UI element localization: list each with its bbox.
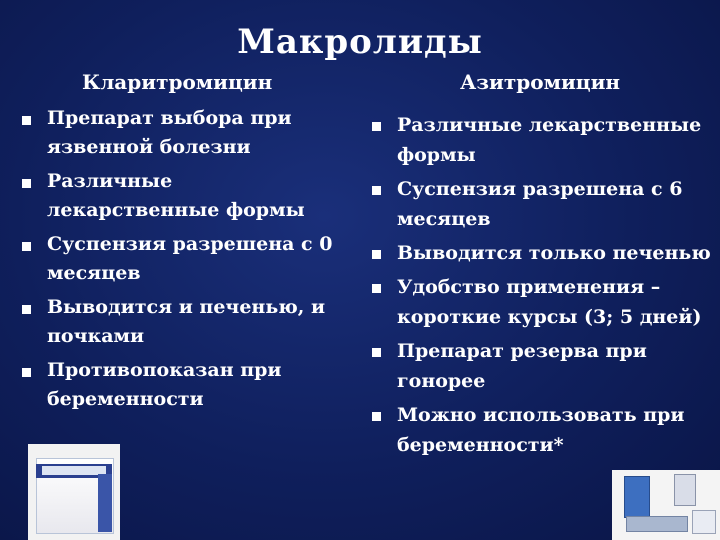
list-item [20, 104, 350, 162]
azithromycin-list [370, 110, 715, 464]
list-item [20, 293, 350, 351]
list-item-text: Противопоказан при беременности [47, 359, 282, 410]
list-item [20, 230, 350, 288]
slide-title: Макролиды [237, 22, 483, 62]
list-item-text: Препарат выбора при язвенной болезни [47, 107, 292, 158]
square-bullet-icon [372, 412, 381, 421]
square-bullet-icon [372, 348, 381, 357]
list-item-text: Выводится и печенью, и почками [47, 296, 326, 347]
package-label [42, 466, 106, 475]
clarithromycin-heading: Кларитромицин [82, 70, 273, 94]
list-item [370, 238, 715, 268]
list-item-text: Различные лекарственные формы [397, 114, 702, 166]
square-bullet-icon [22, 242, 31, 251]
package-box [692, 510, 716, 534]
list-item [20, 356, 350, 414]
list-item [370, 400, 715, 460]
list-item [370, 336, 715, 396]
list-item [370, 110, 715, 170]
square-bullet-icon [22, 116, 31, 125]
list-item [20, 167, 350, 225]
azithromycin-packages-image [612, 470, 720, 540]
list-item-text: Можно использовать при беременности* [397, 404, 685, 456]
list-item [370, 174, 715, 234]
clarithromycin-list [20, 104, 350, 419]
list-item-text: Различные лекарственные формы [47, 170, 305, 221]
package-bottle [674, 474, 696, 506]
package-box [624, 476, 650, 518]
package-side [98, 474, 112, 532]
package-blister [626, 516, 688, 532]
square-bullet-icon [22, 305, 31, 314]
list-item-text: Выводится только печенью [397, 242, 711, 264]
azithromycin-heading: Азитромицин [460, 70, 621, 94]
square-bullet-icon [372, 186, 381, 195]
list-item-text: Суспензия разрешена с 0 месяцев [47, 233, 333, 284]
square-bullet-icon [372, 250, 381, 259]
list-item-text: Суспензия разрешена с 6 месяцев [397, 178, 683, 230]
square-bullet-icon [372, 122, 381, 131]
clarithromycin-package-image [28, 444, 120, 540]
list-item-text: Препарат резерва при гонорее [397, 340, 647, 392]
list-item [370, 272, 715, 332]
square-bullet-icon [22, 179, 31, 188]
square-bullet-icon [372, 284, 381, 293]
list-item-text: Удобство применения – короткие курсы (3; 5 дней) [397, 276, 702, 328]
square-bullet-icon [22, 368, 31, 377]
